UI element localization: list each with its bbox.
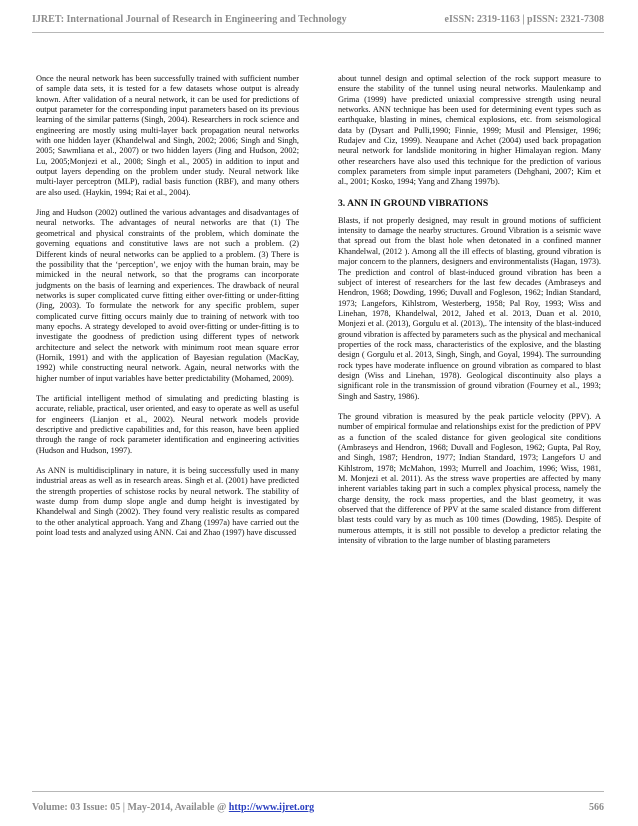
journal-title: IJRET: International Journal of Research in Engineering and Technology <box>32 14 347 25</box>
header-divider <box>32 32 604 33</box>
volume-text: Volume: 03 Issue: 05 | May-2014, Available @ <box>32 802 229 813</box>
body-paragraph: Jing and Hudson (2002) outlined the various advantages and disadvantages of neural networks. The advantages of neural networks are that (1) The geometrical and physical constraints of the problem, which dominate the governing equations and constitutive laws are not such a problem. (2) Different kinds of neural networks can be applied to a problem. (3) There is the possibility that the ‘perception’, we enjoy with the human brain, may be mimicked in the neural network, so that the programs can incorporate judgments on the basis of learning and experiences. The drawback of neural networks is super complicated curve fitting either over-fitting or under-fitting (Jing, 2003). To formulate the network for any specific problem, super complicated curve fitting occurs mainly due to training of network with too many epochs. A strategy developed to avoid over-fitting or under-fitting is to investigate the goodness of prediction using different types of network architecture and select the network with minimum root mean square error (Hornik, 1991) and with the application of Bayesian regulation (MacKay, 1992) while constructing neural network. Again, neural networks with the higher number of input variables have better predictability (Mohamed, 2009). <box>36 208 299 383</box>
section-heading: 3. ANN IN GROUND VIBRATIONS <box>338 197 489 209</box>
body-paragraph: Blasts, if not properly designed, may result in ground motions of sufficient intensity to damage the nearby structures. Ground Vibration is a seismic wave that spread out from the blast hole when detonated in a confined manner Khandelwal, (2012 ). Among all the ill effects of blasting, ground vibration is major concern to the planners, designers and environmentalists (Hagan, 1973). The prediction and control of blast-induced ground vibration has been a subject of interest of researchers for the last few decades (Ambraseys and Hendron, 1968; Dowding, 1996; Duvall and Fogleson, 1962; Indian Standard, 1973; Langefors, Kihlstrom, Westerberg, 1958; Pal Roy, 1993; Wiss and Linehan, 1978, Khandelwal, 2012, Jahed et al. 2013, Duan et al. 2010, Monjezi et al. (2013), Gorgulu et al. (2013),. The intensity of the blast-induced ground vibration is affected by parameters such as the physical and mechanical properties of the rock mass, characteristics of the explosive, and the blasting design ( Gorgulu et al. 2013, Singh, Singh, and Goyal, 1994). The surrounding rock types have moderate influence on ground vibration as compared to blast design (Wiss and Linehan, 1978). Geological discontinuity also plays a significant role in the transmission of ground vibration (Fourney et al., 1993; Singh and Sastry, 1986). <box>338 215 601 401</box>
issn-info: eISSN: 2319-1163 | pISSN: 2321-7308 <box>444 14 604 25</box>
body-paragraph: Once the neural network has been successfully trained with sufficient number of sample data sets, it is tested for a few datasets whose output is already known. After validation of a neural network, it can be used for predictions of output parameter for the corresponding input parameters based on its previous learning of the similar patterns (Singh, 2004). Researchers in rock science and engineering are mostly using multi-layer back propagation neural networks with one hidden layer (Khandelwal and Singh, 2002; 2006; Singh and Singh, 2005; Sawmliana et al., 2007) or two hidden layers (Jing and Hudson, 2002; Lu, 2005;Monjezi et al., 2008; Singh et al., 2005) in addition to input and output layers depending on the problem under study. Neural network like multi-layer perceptron (MLP), radial basis function (RBF), and many others are also used. (Haykin, 1994; Rai et al., 2004). <box>36 74 299 197</box>
left-column <box>36 74 299 548</box>
volume-info <box>32 802 314 813</box>
body-paragraph: The artificial intelligent method of simulating and predicting blasting is accurate, reliable, practical, user oriented, and easy to operate as well as useful for engineers (Lianjon et al., 2002). Neural network models provide descriptive and predictive capabilities and, for this reason, have been applied through the range of rock parameter identification and engineering activities (Hudson and Hudson, 1997). <box>36 393 299 455</box>
footer-divider <box>32 791 604 792</box>
page-number: 566 <box>589 802 604 813</box>
running-footer <box>32 802 604 816</box>
body-paragraph: The ground vibration is measured by the peak particle velocity (PPV). A number of empirical formulae and relationships exist for the prediction of PPV as a function of the scaled distance for given geological site conditions (Ambraseys and Hendron, 1968; Duvall and Fogleson, 1962; Gupta, Pal Roy, and Singh, 1987; Hendron, 1977; Indian Standard, 1973; Langefors U and Kihlstrom, 1978; McMahon, 1993; Murrell and Joachim, 1996; Wiss, 1981, M. Monjezi et al. 2011). As the stress wave properties are affected by many inherent variables taking part in such a complex physical process, namely the charge density, the rock mass properties, and the blast geometry, it was observed that the difference of PPV at the same scaled distance from different blast tests could vary by as much as 100 times (Dowding, 1985). Despite of numerous attempts, it is still not possible to develop a predictor relating the intensity of vibration to the large number of blasting parameters <box>338 411 601 546</box>
right-column <box>338 74 601 556</box>
body-paragraph: As ANN is multidisciplinary in nature, it is being successfully used in many industrial areas as well as in research areas. Singh et al. (2001) have predicted the strength properties of schistose rocks by neural network. The stability of waste dump from dump slope angle and dump height is investigated by Khandelwal and Singh (2002). They found very realistic results as compared to the other analytical approach. Yang and Zhang (1997a) have carried out the point load tests and analyzed using ANN. Cai and Zhao (1997) have discussed <box>36 466 299 538</box>
running-header <box>32 14 604 28</box>
journal-link[interactable]: http://www.ijret.org <box>228 802 315 813</box>
body-paragraph: about tunnel design and optimal selection of the rock support measure to ensure the stability of the tunnel using neural networks. Maulenkamp and Grima (1999) have predicted uniaxial compressive strength using neural networks. ANN technique has been used for determining event types such as earthquake, blasting in mines, chemical explosions, etc. from seismological data by (Dysart and Pulli,1990; Finnie, 1999; Musil and Plensiger, 1996; Rudajev and Ciz, 1999). Neaupane and Achet (2004) used back propagation neural network for landslide monitoring in higher Himalayan region. Many other researchers have also used this technique for the prediction of various complex parameters from simple input parameters (Dehghani, 2007; Kim et al., 2001; Kosko, 1994; Yang and Zhang 1997b). <box>338 74 601 187</box>
